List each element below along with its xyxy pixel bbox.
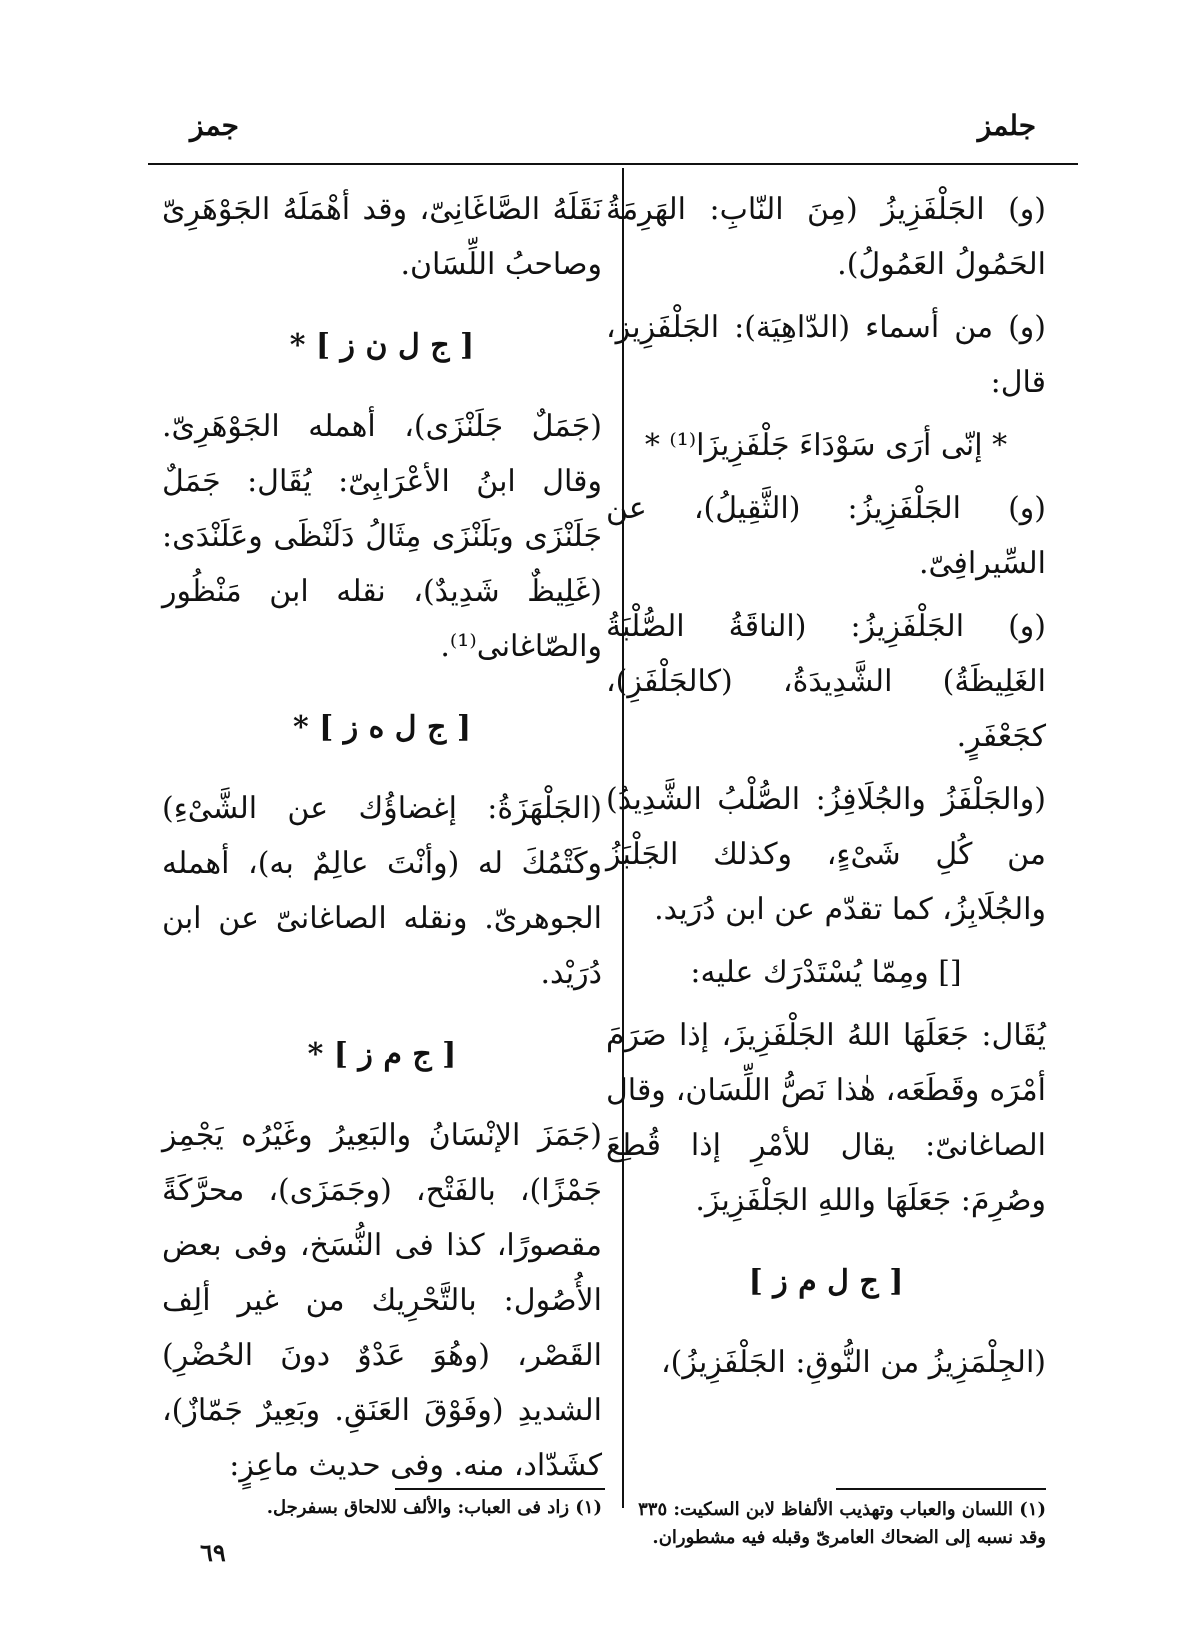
root-heading: [ ج ل م ز ] [748,1264,904,1299]
entry-paragraph: (جَمَلٌ جَلَنْزَى)، أهمله الجَوْهَرِىّ. وقال ابنُ الأعْرَابِىّ: يُقَال: جَمَلٌ جَلَنْزَى وبَلَنْزَى مِثَالُ دَلَنْظَى وعَلَنْدَى: (غَلِيظٌ شَدِيدٌ)، نقله ابن مَنْظُور والصّاغانى⁽¹⁾. [162,409,602,664]
footnote-line: (١) اللسان والعباب وتهذيب الألفاظ لابن السكيت: ٣٣٥ [638,1499,1046,1520]
entry-paragraph: (و) الجَلْفَزِيزُ: (الثَّقِيلُ)، عن السِّيرافِىّ. [606,491,1046,581]
entry-paragraph: يُقَال: جَعَلَهَا اللهُ الجَلْفَزِيزَ، إذا صَرَمَ أمْرَه وقَطَعَه، هٰذا نَصُّ اللِّسَان، وقال الصاغانىّ: يقال للأمْرِ إذا قُطِعَ وصُرِمَ: جَعَلَهَا واللهِ الجَلْفَزِيزَ. [606,1018,1046,1218]
footnote-line: (١) زاد فى العباب: والألف للالحاق بسفرجل. [266,1497,602,1518]
entry-paragraph: (الجِلْمَزِيزُ من النُّوقِ: الجَلْفَزِيزُ)، [661,1345,1046,1380]
entry-paragraph: (والجَلْفَزُ والجُلَافِزُ: الصُّلْبُ الشَّدِيدُ) من كُلِ شَىْءٍ، وكذلك الجَلْبَزُ والجُلَابِزُ، كما تقدّم عن ابن دُرَيد. [606,782,1046,927]
footnotes-right [606,1496,1046,1552]
root-heading: [ ج م ز ] * [307,1037,457,1072]
right-column [606,182,1046,1398]
entry-paragraph: (جَمَزَ الإنْسَانُ والبَعِيرُ وغَيْرُه يَجْمِز جَمْزًا)، بالفَتْح، (وجَمَزَى)، محرَّكَةً مقصورًا، كذا فى النُّسَخ، وفى بعض الأُصُول: بالتَّحْرِيك من غير ألِف القَصْر، (وهُوَ عَدْوٌ دونَ الحُضْرِ) الشديدِ (وفَوْقَ العَنَقِ. وبَعِيرٌ جَمّازٌ)، كشَدّاد، منه. وفى حديث ماعِزٍ: [162,1118,602,1483]
header-right-word: جلمز [977,109,1036,142]
footnotes-left [162,1494,602,1522]
root-heading: [ ج ل ن ز ] * [289,328,475,363]
header-rule [148,163,1078,165]
root-heading: [ ج ل ه ز ] * [292,710,472,745]
page-number: ٦٩ [200,1538,226,1567]
entry-paragraph: (و) الجَلْفَزِيزُ: (الناقَةُ الصُّلْبَةُ الغَلِيظَةُ) الشَّدِيدَةُ، (كالجَلْفَزِ)، كجَعْفَرٍ. [606,609,1046,754]
footnote-rule-left [395,1488,605,1490]
footnote-line: وقد نسبه إلى الضحاك العامرىّ وقبله فيه مشطوران. [652,1527,1046,1548]
entry-paragraph: (الجَلْهَزَةُ: إغضاؤُك عن الشَّىْءِ) وكَتْمُكَ له (وأنْتَ عالِمٌ به)، أهمله الجوهرىّ. ونقله الصاغانىّ عن ابن دُرَيْد. [162,791,602,991]
header-left-word: جمز [190,109,239,142]
entry-paragraph: (و) الجَلْفَزِيزُ (مِنَ النّابِ: الهَرِمَةُ الحَمُولُ العَمُولُ). [606,192,1046,282]
addendum-heading: [] ومِمّا يُسْتَدْرَك عليه: [690,955,962,990]
verse-line: * إنّى أرَى سَوْدَاءَ جَلْفَزِيزَا⁽¹⁾ * [644,428,1008,463]
entry-paragraph: نَقَلَهُ الصَّاغَانِىّ، وقد أهْمَلَهُ الجَوْهَرِىّ وصاحبُ اللِّسَان. [162,192,602,282]
entry-paragraph: (و) من أسماء (الدّاهِيَة): الجَلْفَزِيز، قال: [606,310,1046,400]
footnote-rule-right [836,1488,1046,1490]
left-column [162,182,602,1501]
